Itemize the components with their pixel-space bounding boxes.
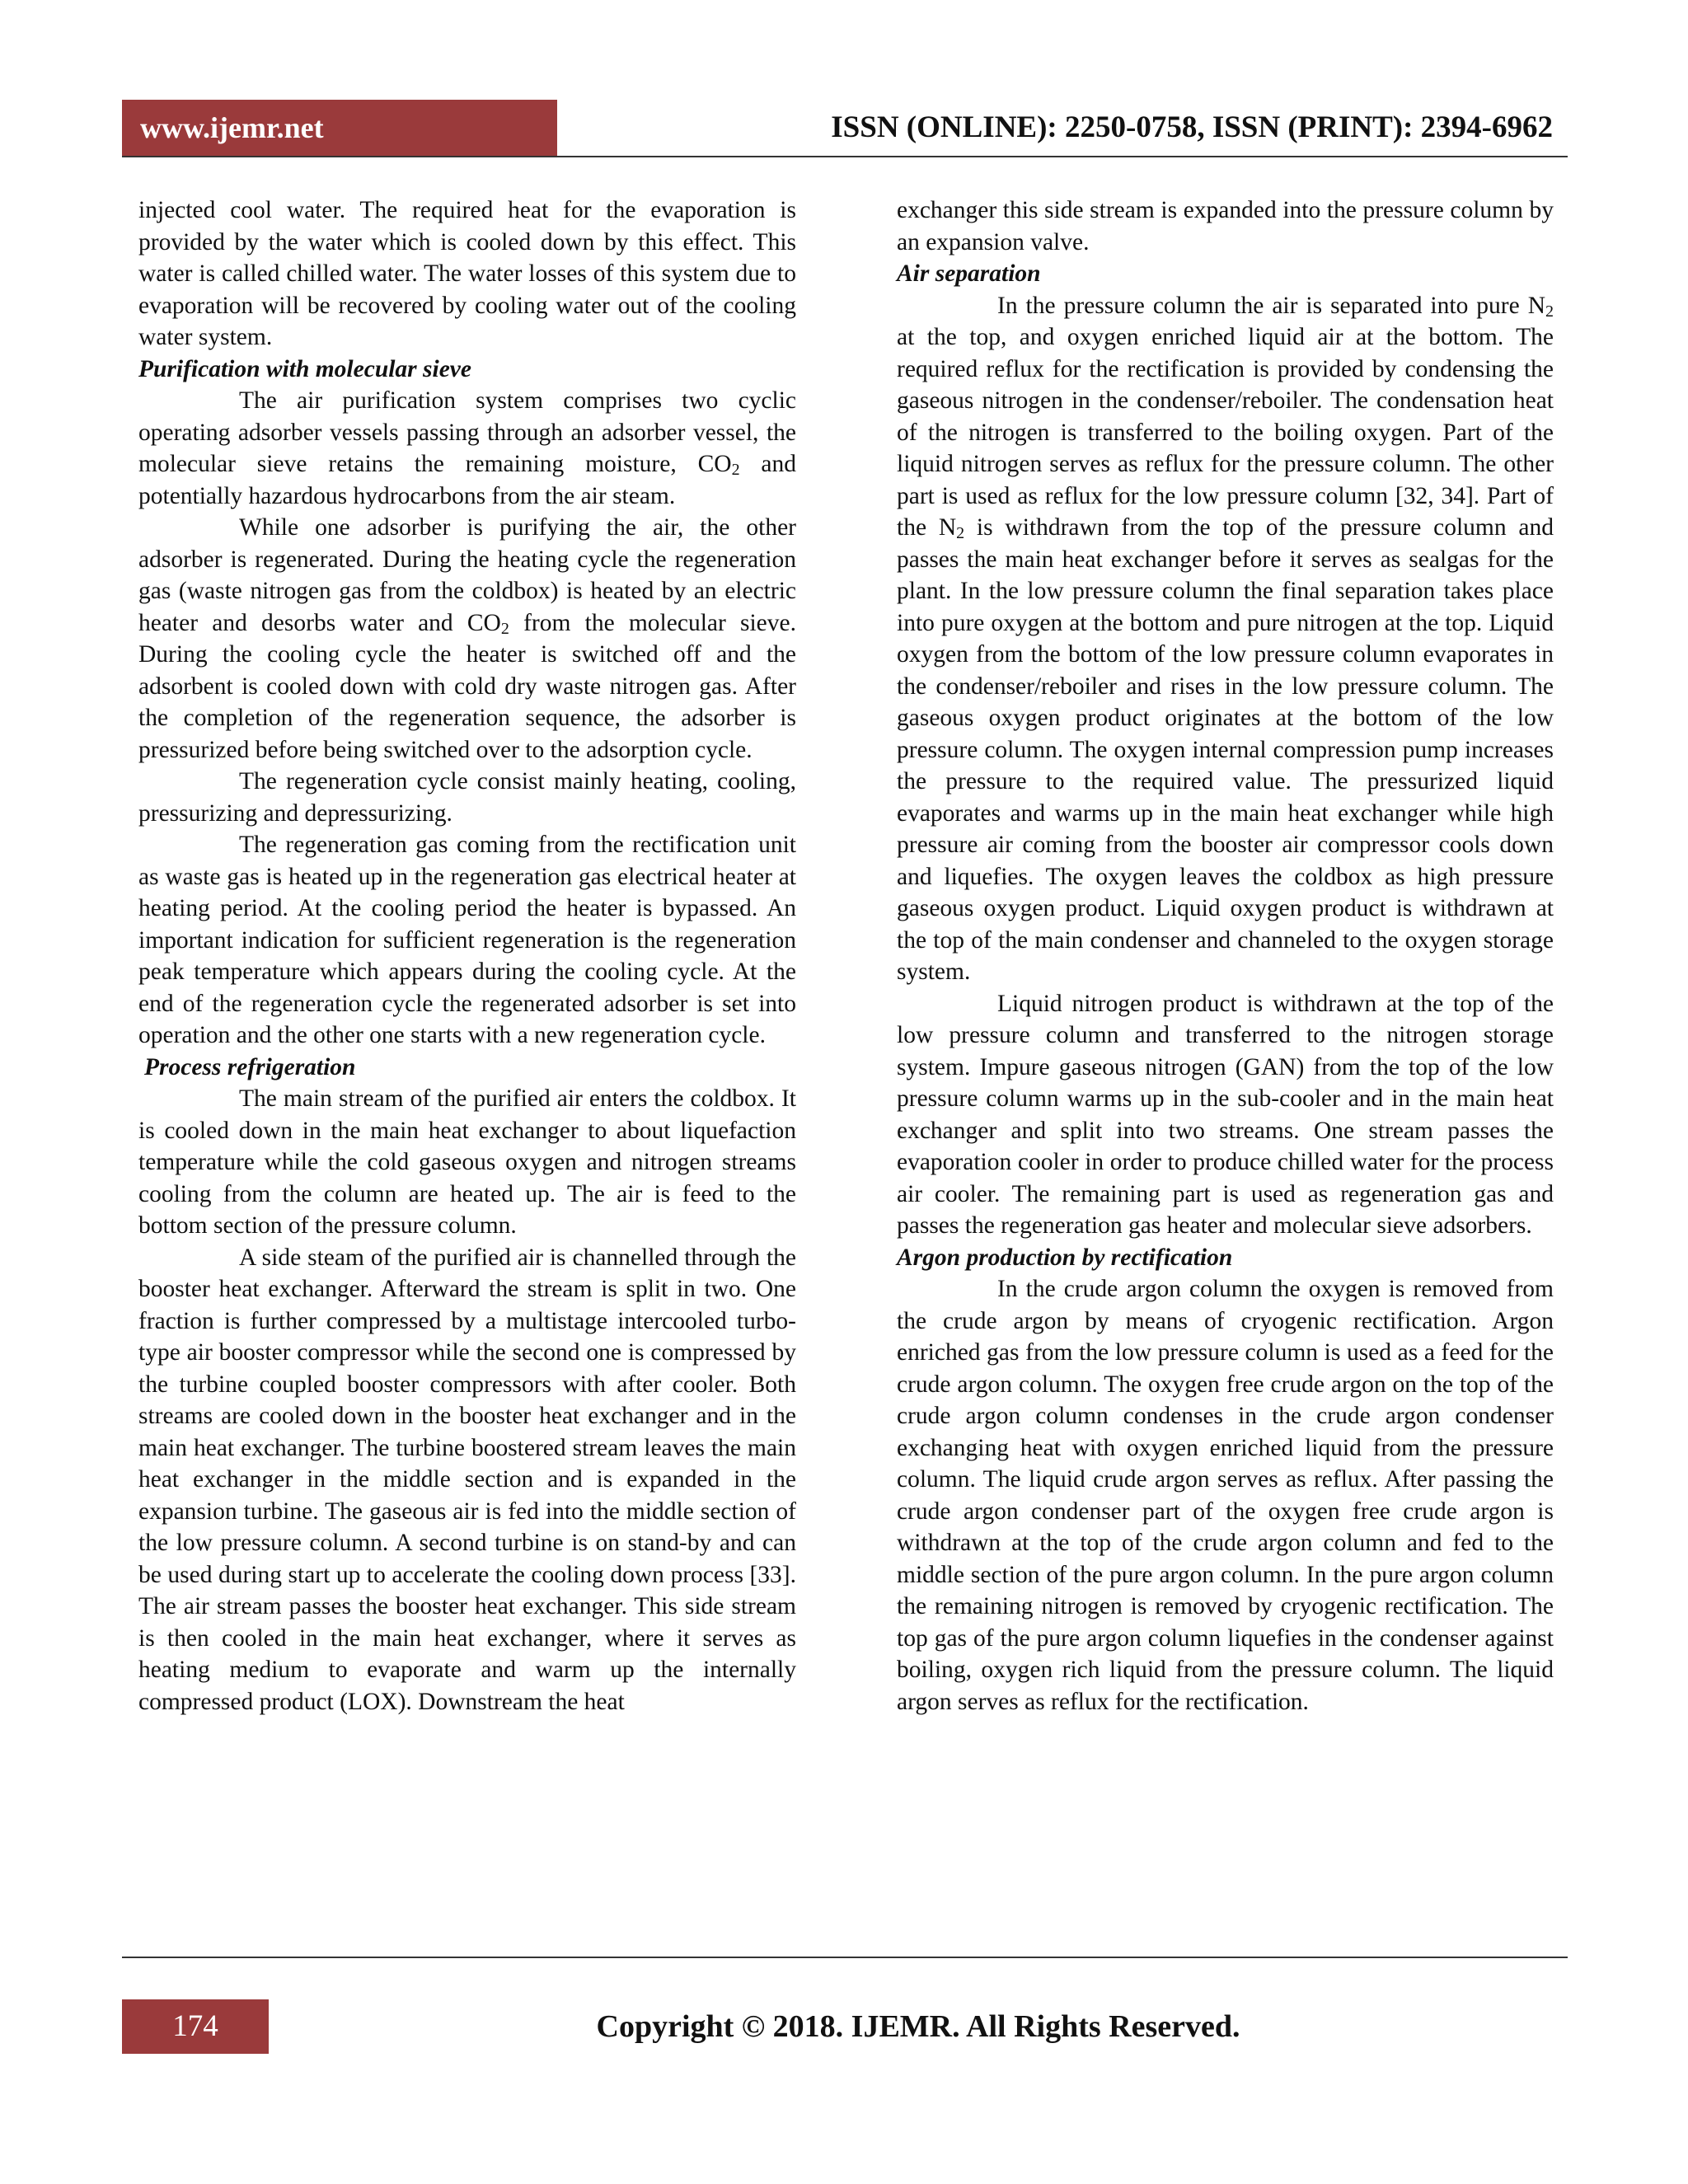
paragraph-purification-1: The air purification system comprises two cyclic operating adsorber vessels passing through an adsorber vessel, the molecular sieve retains the remaining moisture, $CO_2$ and potentially hazardous hydrocarbons from the air steam.	[138, 387, 797, 509]
journal-website: www.ijemr.net	[122, 100, 557, 156]
section-heading-purification: Purification with molecular sieve	[138, 355, 471, 382]
paragraph-refrigeration-1: The main stream of the purified air enters the coldbox. It is cooled down in the main heat exchanger to about liquefaction temperature while the cold gaseous oxygen and nitrogen streams cooling from the column are heated up. The air is feed to the bottom section of the pressure column.	[138, 1085, 796, 1239]
continued-paragraph: injected cool water. The required heat for the evaporation is provided by the water which is cooled down by this effect. This water is called chilled water. The water losses of this system due to evaporation will be recovered by cooling water out of the cooling water system.	[138, 197, 796, 350]
paragraph-argon: In the crude argon column the oxygen is removed from the crude argon by means of cryogenic rectification. Argon enriched gas from the low pressure column is used as a feed for the crude argon column. The oxygen free crude argon on the top of the crude argon column condenses in the crude argon condenser exchanging heat with oxygen enriched liquid from the pressure column. The liquid crude argon serves as reflux. After passing the crude argon condenser part of the oxygen free crude argon is withdrawn at the top of the crude argon column and fed to the middle section of the pure argon column. In the pure argon column the remaining nitrogen is removed by cryogenic rectification. The top gas of the pure argon column liquefies in the condenser against boiling, oxygen rich liquid from the pressure column. The liquid argon serves as reflux for the rectification.	[897, 1276, 1554, 1715]
section-heading-air-separation: Air separation	[897, 260, 1041, 287]
paragraph-purification-2: While one adsorber is purifying the air, the other adsorber is regenerated. During the heating cycle the regeneration gas (waste nitrogen gas from the coldbox) is heated by an electric heater and desorbs water and $CO_2$ from the molecular sieve. During the cooling cycle the heater is switched off and the adsorbent is cooled down with cold dry waste nitrogen gas. After the completion of the regeneration sequence, the adsorber is pressurized before being switched over to the adsorption cycle.	[138, 514, 796, 763]
paragraph-refrigeration-2: A side steam of the purified air is channelled through the booster heat exchanger. Afterward the stream is split in two. One fraction is further compressed by a multistage intercooled turbo-type air booster compressor while the second one is compressed by the turbine coupled booster compressors with after cooler. Both streams are cooled down in the booster heat exchanger and in the main heat exchanger. The turbine boostered stream leaves the main heat exchanger in the middle section and is expanded in the expansion turbine. The gaseous air is fed into the middle section of the low pressure column. A second turbine is on stand-by and can be used during start up to accelerate the cooling down process [33]. The air stream passes the booster heat exchanger. This side stream is then cooled in the main heat exchanger, where it serves as heating medium to evaporate and warm up the internally compressed product (LOX). Downstream the heat	[138, 1244, 796, 1715]
continued-paragraph: exchanger this side stream is expanded into the pressure column by an expansion valve.	[897, 197, 1554, 255]
paragraph-purification-4: The regeneration gas coming from the rectification unit as waste gas is heated up in the regeneration gas electrical heater at heating period. At the cooling period the heater is bypassed. An important indication for sufficient regeneration is the regeneration peak temperature which appears during the cooling cycle. At the end of the regeneration cycle the regenerated adsorber is set into operation and the other one starts with a new regeneration cycle.	[138, 832, 796, 1048]
page-number: 174	[122, 1999, 269, 2054]
header-divider	[122, 156, 1568, 157]
paragraph-air-separation-1: In the pressure column the air is separated into pure $N_2$ at the top, and oxygen enriched liquid air at the bottom. The required reflux for the rectification is provided by condensing the gaseous nitrogen in the condenser/reboiler. The condensation heat of the nitrogen is transferred to the boiling oxygen. Part of the liquid nitrogen serves as reflux for the pressure column. The other part is used as reflux for the low pressure column [32, 34]. Part of the $N_2$ is withdrawn from the top of the pressure column and passes the main heat exchanger before it serves as sealgas for the plant. In the low pressure column the final separation takes place into pure oxygen at the bottom and pure nitrogen at the top. Liquid oxygen from the bottom of the low pressure column evaporates in the condenser/reboiler and rises in the low pressure column. The gaseous oxygen product originates at the bottom of the low pressure column. The oxygen internal compression pump increases the pressure to the required value. The pressurized liquid evaporates and warms up in the main heat exchanger while high pressure air coming from the booster air compressor cools down and liquefies. The oxygen leaves the coldbox as high pressure gaseous oxygen product. Liquid oxygen product is withdrawn at the top of the main condenser and channeled to the oxygen storage system.	[897, 292, 1554, 985]
copyright-notice: Copyright © 2018. IJEMR. All Rights Reserved.	[596, 2009, 1240, 2044]
left-column	[138, 194, 796, 1718]
paragraph-air-separation-2: Liquid nitrogen product is withdrawn at the top of the low pressure column and transferred to the nitrogen storage system. Impure gaseous nitrogen (GAN) from the top of the low pressure column warms up in the sub-cooler and in the main heat exchanger and split into two streams. One stream passes the evaporation cooler in order to produce chilled water for the process air cooler. The remaining part is used as regeneration gas and passes the regeneration gas heater and molecular sieve adsorbers.	[897, 990, 1554, 1239]
section-heading-argon: Argon production by rectification	[897, 1244, 1233, 1271]
right-column	[897, 194, 1554, 1718]
section-heading-refrigeration: Process refrigeration	[144, 1053, 356, 1080]
paragraph-purification-3: The regeneration cycle consist mainly heating, cooling, pressurizing and depressurizing.	[138, 768, 796, 827]
footer-divider	[122, 1957, 1568, 1958]
issn-line: ISSN (ONLINE): 2250-0758, ISSN (PRINT): 2394-6962	[831, 110, 1553, 144]
